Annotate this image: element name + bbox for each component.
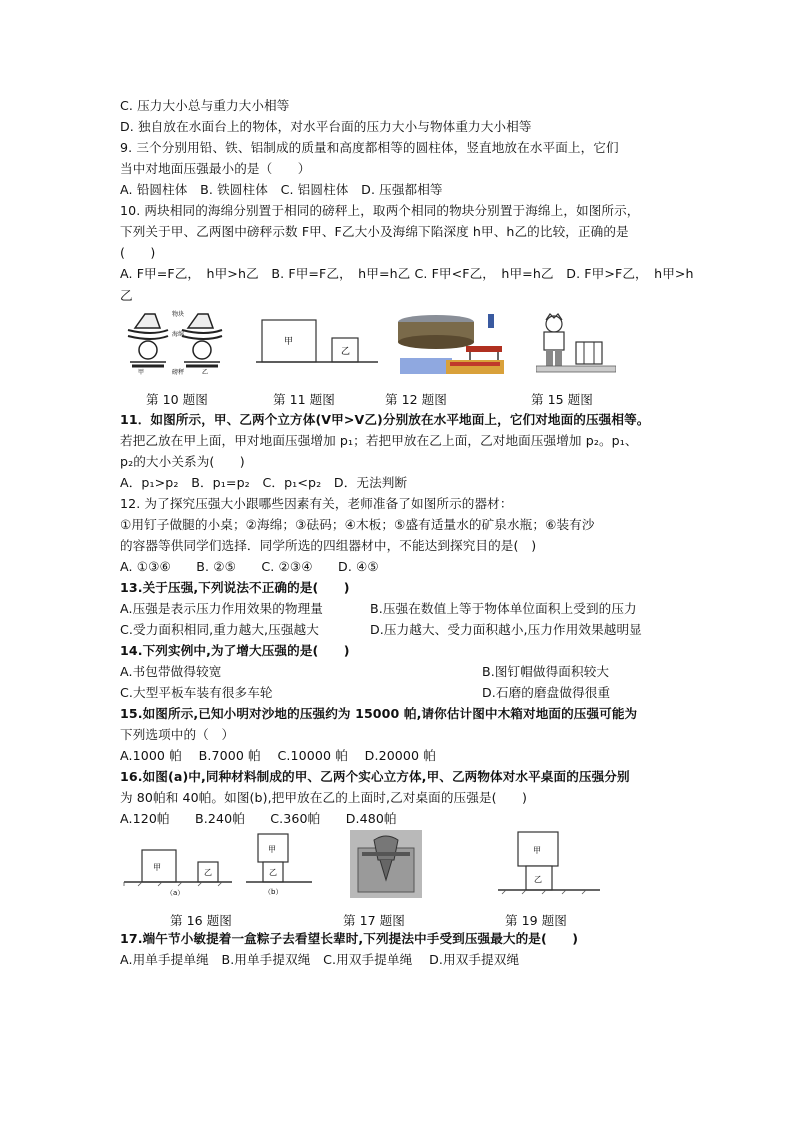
block-label: 物块 bbox=[172, 311, 185, 318]
figure-17 bbox=[350, 830, 422, 898]
option-d: D.石磨的磨盘做得很重 bbox=[482, 685, 611, 700]
caption-figure-12: 第 12 题图 bbox=[385, 392, 447, 407]
options-line: A．p₁>p₂ B．p₁=p₂ C．p₁<p₂ D．无法判断 bbox=[120, 475, 408, 490]
figure-19 bbox=[496, 828, 602, 898]
yi-label: 乙 bbox=[534, 875, 542, 884]
option-line: D. 独自放在水面台上的物体，对水平台面的压力大小与物体重力大小相等 bbox=[120, 119, 532, 134]
figure-16b bbox=[244, 830, 314, 898]
options-line: A.1000 帕 B.7000 帕 C.10000 帕 D.20000 帕 bbox=[120, 748, 436, 763]
caption-figure-15: 第 15 题图 bbox=[531, 392, 593, 407]
question-13: 13.关于压强,下列说法不正确的是( ) bbox=[120, 580, 350, 595]
caption-figure-19: 第 19 题图 bbox=[505, 913, 567, 928]
question-line: ①用钉子做腿的小桌；②海绵；③砝码；④木板；⑤盛有适量水的矿泉水瓶；⑥装有沙 bbox=[120, 517, 595, 532]
question-16: 16.如图(a)中,同种材料制成的甲、乙两个实心立方体,甲、乙两物体对水平桌面的压强分别 bbox=[120, 769, 630, 784]
caption-figure-17: 第 17 题图 bbox=[343, 913, 405, 928]
question-15: 15.如图所示,已知小明对沙地的压强约为 15000 帕,请你估计图中木箱对地面的压强可能为 bbox=[120, 706, 638, 721]
option-b: B.压强在数值上等于物体单位面积上受到的压力 bbox=[370, 601, 637, 616]
figure-15 bbox=[536, 312, 616, 378]
options-line: A. ①③⑥ B. ②⑤ C. ②③④ D. ④⑤ bbox=[120, 559, 379, 574]
options-line: A.120帕 B.240帕 C.360帕 D.480帕 bbox=[120, 811, 397, 826]
jia-label: 甲 bbox=[153, 863, 161, 872]
option-c: C.受力面积相同,重力越大,压强越大 bbox=[120, 622, 319, 637]
question-line: 的容器等供同学们选择．同学所选的四组器材中，不能达到探究目的是( ) bbox=[120, 538, 537, 553]
jia-label: 甲 bbox=[284, 337, 294, 347]
options-line: 乙 bbox=[120, 288, 133, 303]
question-line: ( ) bbox=[120, 245, 156, 260]
question-9: 9. 三个分别用铅、铁、铝制成的质量和高度都相等的圆柱体，竖直地放在水平面上，它们 bbox=[120, 140, 619, 155]
question-17: 17.端午节小敏提着一盒粽子去看望长辈时,下列提法中手受到压强最大的是( ) bbox=[120, 931, 579, 946]
question-line: 下列关于甲、乙两图中磅秤示数 F甲、F乙大小及海绵下陷深度 h甲、h乙的比较，正确的是 bbox=[120, 224, 629, 239]
yi-label: 乙 bbox=[269, 868, 277, 877]
figure-11 bbox=[256, 318, 378, 366]
question-14: 14.下列实例中,为了增大压强的是( ) bbox=[120, 643, 350, 658]
figure-10 bbox=[120, 306, 240, 376]
yi-label: 乙 bbox=[204, 868, 212, 877]
question-12: 12. 为了探究压强大小跟哪些因素有关，老师准备了如图所示的器材： bbox=[120, 496, 513, 511]
question-line: 为 80帕和 40帕。如图(b),把甲放在乙的上面时,乙对桌面的压强是( ) bbox=[120, 790, 528, 805]
options-line: A.用单手提单绳 B.用单手提双绳 C.用双手提单绳 D.用双手提双绳 bbox=[120, 952, 520, 967]
panel-a-label: （a） bbox=[166, 889, 185, 897]
figure-16a bbox=[122, 840, 234, 898]
yi-label: 乙 bbox=[341, 347, 351, 357]
caption-figure-16: 第 16 题图 bbox=[170, 913, 232, 928]
question-line: p₂的大小关系为( ) bbox=[120, 454, 245, 469]
option-a: A.压强是表示压力作用效果的物理量 bbox=[120, 601, 324, 616]
jia-label: 甲 bbox=[138, 369, 145, 376]
question-line: 若把乙放在甲上面，甲对地面压强增加 p₁；若把甲放在乙上面，乙对地面压强增加 p₂。p₁、 bbox=[120, 433, 638, 448]
option-a: A.书包带做得较宽 bbox=[120, 664, 222, 679]
options-line: A. F甲=F乙， h甲>h乙 B. F甲=F乙， h甲=h乙 C. F甲<F乙， h甲=h乙 D. F甲>F乙， h甲>h bbox=[120, 266, 694, 281]
caption-figure-10: 第 10 题图 bbox=[146, 392, 208, 407]
jia-label: 甲 bbox=[533, 846, 541, 855]
figure-12 bbox=[396, 312, 511, 378]
scale-label: 磅秤 bbox=[172, 369, 185, 376]
option-line: C. 压力大小总与重力大小相等 bbox=[120, 98, 290, 113]
option-b: B.图钉帽做得面积较大 bbox=[482, 664, 610, 679]
question-10: 10. 两块相同的海绵分别置于相同的磅秤上，取两个相同的物块分别置于海绵上，如图所示， bbox=[120, 203, 640, 218]
option-d: D.压力越大、受力面积越小,压力作用效果越明显 bbox=[370, 622, 642, 637]
panel-b-label: （b） bbox=[264, 888, 283, 896]
caption-figure-11: 第 11 题图 bbox=[273, 392, 335, 407]
option-c: C.大型平板车装有很多车轮 bbox=[120, 685, 273, 700]
question-11: 11．如图所示，甲、乙两个立方体(V甲>V乙)分别放在水平地面上，它们对地面的压强相等。 bbox=[120, 412, 650, 427]
question-line: 下列选项中的（ ） bbox=[120, 727, 235, 742]
sponge-label: 海绵 bbox=[172, 331, 185, 338]
question-line: 当中对地面压强最小的是（ ） bbox=[120, 161, 311, 176]
options-line: A. 铅圆柱体 B. 铁圆柱体 C. 铝圆柱体 D. 压强都相等 bbox=[120, 182, 443, 197]
jia-label: 甲 bbox=[268, 845, 276, 854]
yi-label: 乙 bbox=[202, 369, 209, 376]
